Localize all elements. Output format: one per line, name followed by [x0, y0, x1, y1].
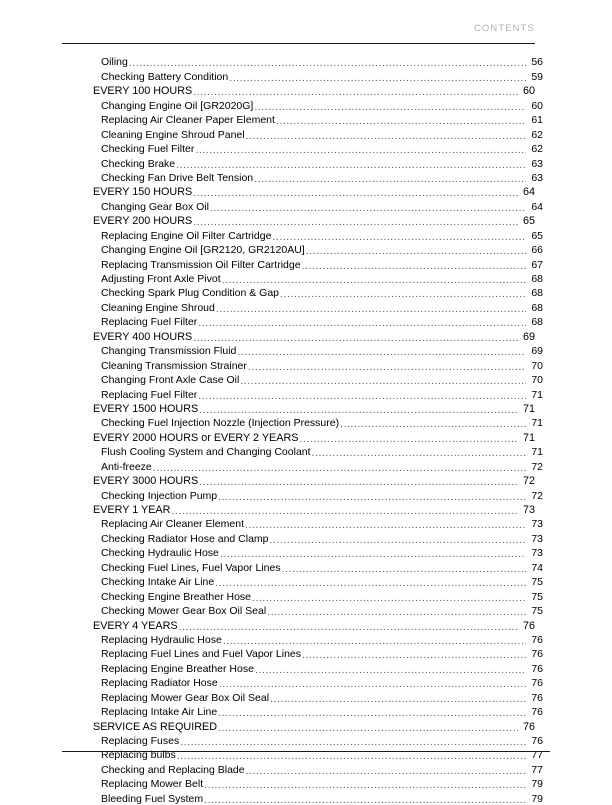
toc-dot-leader: [340, 418, 526, 429]
toc-dot-leader: [171, 505, 518, 516]
toc-dot-leader: [193, 332, 518, 343]
toc-dot-leader: [248, 361, 526, 372]
toc-entry-row[interactable]: [93, 704, 543, 718]
toc-dot-leader: [237, 346, 526, 357]
toc-dot-leader: [129, 57, 526, 68]
toc-entry-row[interactable]: [93, 603, 543, 617]
toc-entry-row[interactable]: [93, 372, 543, 386]
toc-entry-label: Changing Front Axle Case Oil: [101, 374, 240, 387]
toc-dot-leader: [199, 404, 518, 415]
toc-dot-leader: [193, 187, 518, 198]
toc-page-number: 75: [531, 590, 543, 603]
toc-page-number: 63: [531, 157, 543, 170]
toc-entry-label: Flush Cooling System and Changing Coolant: [101, 446, 311, 459]
toc-entry-label: Checking Hydraulic Hose: [101, 547, 219, 560]
toc-section-row[interactable]: [93, 718, 535, 732]
toc-page-number: 65: [531, 229, 543, 242]
toc-dot-leader: [195, 144, 526, 155]
toc-dot-leader: [223, 635, 526, 646]
toc-entry-label: Bleeding Fuel System: [101, 792, 204, 805]
toc-page-number: 70: [531, 374, 543, 387]
toc-entry-row[interactable]: [93, 242, 543, 256]
toc-page-number: 62: [531, 143, 543, 156]
toc-dot-leader: [180, 736, 526, 747]
toc-entry-row[interactable]: [93, 776, 543, 790]
toc-entry-row[interactable]: [93, 530, 543, 544]
toc-page-number: 77: [531, 763, 543, 776]
toc-page-number: 71: [531, 388, 543, 401]
toc-page-number: 63: [531, 171, 543, 184]
toc-page-number: 68: [531, 316, 543, 329]
toc-entry-label: Checking Injection Pump: [101, 489, 218, 502]
toc-entry-row[interactable]: [93, 675, 543, 689]
toc-dot-leader: [270, 534, 526, 545]
toc-page-number: 59: [531, 70, 543, 83]
toc-entry-label: Changing Transmission Fluid: [101, 345, 237, 358]
toc-entry-row[interactable]: [93, 545, 543, 559]
toc-entry-row[interactable]: [93, 689, 543, 703]
toc-entry-label: Cleaning Engine Shroud: [101, 301, 215, 314]
toc-dot-leader: [246, 765, 526, 776]
toc-page-number: 66: [531, 244, 543, 257]
toc-entry-label: Replacing Radiator Hose: [101, 677, 218, 690]
toc-entry-row[interactable]: [93, 357, 543, 371]
toc-section-row[interactable]: [93, 184, 535, 198]
toc-entry-label: Replacing Fuel Filter: [101, 316, 198, 329]
toc-entry-label: Replacing Transmission Oil Filter Cartridge: [101, 258, 301, 271]
toc-entry-label: Changing Gear Box Oil: [101, 200, 209, 213]
toc-dot-leader: [193, 86, 518, 97]
toc-page-number: 64: [522, 186, 535, 199]
toc-entry-row[interactable]: [93, 54, 543, 68]
toc-entry-label: Checking Mower Gear Box Oil Seal: [101, 605, 267, 618]
toc-entry-row[interactable]: [93, 112, 543, 126]
toc-page-number: 76: [531, 648, 543, 661]
toc-dot-leader: [219, 678, 526, 689]
toc-entry-label: Checking Fuel Filter: [101, 143, 195, 156]
toc-entry-label: EVERY 1500 HOURS: [93, 402, 199, 415]
toc-dot-leader: [267, 606, 526, 617]
toc-dot-leader: [299, 433, 518, 444]
toc-page-number: 71: [531, 446, 543, 459]
toc-page-number: 75: [531, 576, 543, 589]
toc-dot-leader: [272, 231, 526, 242]
toc-entry-row[interactable]: [93, 141, 543, 155]
toc-page-number: 61: [531, 114, 543, 127]
toc-entry-label: Replacing Mower Belt: [101, 778, 204, 791]
toc-entry-label: EVERY 2000 HOURS or EVERY 2 YEARS: [93, 431, 299, 444]
toc-dot-leader: [218, 722, 518, 733]
table-of-contents: [93, 54, 543, 805]
toc-page-number: 77: [531, 749, 543, 762]
toc-entry-label: Checking Engine Breather Hose: [101, 590, 252, 603]
toc-entry-label: Changing Engine Oil [GR2020G]: [101, 99, 254, 112]
toc-dot-leader: [222, 274, 526, 285]
toc-dot-leader: [246, 130, 526, 141]
toc-dot-leader: [193, 216, 518, 227]
toc-entry-row[interactable]: [93, 314, 543, 328]
toc-entry-row[interactable]: [93, 256, 543, 270]
toc-entry-row[interactable]: [93, 299, 543, 313]
toc-page-number: 68: [531, 273, 543, 285]
toc-page-number: 71: [522, 402, 535, 415]
toc-page-number: 60: [522, 85, 535, 98]
toc-entry-label: Checking Fuel Injection Nozzle (Injection Pressure): [101, 417, 340, 430]
toc-entry-label: Replacing Fuel Lines and Fuel Vapor Lines: [101, 648, 302, 661]
toc-dot-leader: [240, 375, 526, 386]
toc-section-row[interactable]: [93, 429, 535, 443]
toc-entry-label: Adjusting Front Axle Pivot: [101, 273, 221, 285]
toc-page-number: 68: [531, 301, 543, 314]
toc-entry-row[interactable]: [93, 660, 543, 674]
toc-page-number: 76: [522, 619, 535, 632]
toc-dot-leader: [245, 519, 526, 530]
toc-dot-leader: [153, 462, 526, 473]
toc-entry-row[interactable]: [93, 761, 543, 775]
toc-entry-label: Cleaning Engine Shroud Panel: [101, 128, 245, 141]
toc-dot-leader: [306, 245, 526, 256]
toc-entry-label: EVERY 400 HOURS: [93, 330, 193, 343]
toc-page-number: 69: [522, 330, 535, 343]
toc-page-number: 76: [531, 633, 543, 646]
toc-page-number: 76: [531, 691, 543, 704]
toc-entry-row[interactable]: [93, 458, 543, 472]
toc-entry-row[interactable]: [93, 559, 543, 573]
toc-dot-leader: [255, 664, 526, 675]
header-title: CONTENTS: [473, 23, 535, 34]
toc-entry-row[interactable]: [93, 646, 543, 660]
page-header: [62, 18, 535, 36]
toc-entry-label: Checking Battery Condition: [101, 70, 229, 83]
toc-section-row[interactable]: [93, 328, 535, 342]
toc-entry-row[interactable]: [93, 97, 543, 111]
toc-entry-label: EVERY 200 HOURS: [93, 215, 193, 228]
toc-page-number: 70: [531, 359, 543, 372]
toc-dot-leader: [179, 621, 518, 632]
toc-dot-leader: [199, 476, 518, 487]
toc-entry-label: EVERY 100 HOURS: [93, 85, 193, 98]
toc-entry-label: EVERY 1 YEAR: [93, 504, 171, 516]
toc-section-row[interactable]: [93, 213, 535, 227]
toc-dot-leader: [229, 72, 526, 83]
toc-entry-label: Oiling: [101, 56, 128, 69]
footer-divider-rule: [62, 751, 550, 752]
toc-entry-label: EVERY 4 YEARS: [93, 619, 178, 632]
toc-page-number: 68: [531, 287, 543, 300]
toc-page-number: 71: [531, 417, 543, 430]
toc-dot-leader: [282, 563, 526, 574]
toc-section-row[interactable]: [93, 473, 535, 487]
toc-entry-label: Replacing bulbs: [101, 749, 176, 762]
toc-entry-label: Changing Engine Oil [GR2120, GR2120AU]: [101, 244, 305, 257]
toc-entry-row[interactable]: [93, 68, 543, 82]
toc-entry-row[interactable]: [93, 574, 543, 588]
toc-page-number: 76: [531, 677, 543, 690]
toc-page-number: 79: [531, 778, 543, 791]
toc-page-number: 73: [531, 547, 543, 560]
toc-entry-label: EVERY 3000 HOURS: [93, 475, 199, 488]
toc-page-number: 69: [531, 345, 543, 358]
toc-section-row[interactable]: [93, 617, 535, 631]
toc-entry-label: Checking Radiator Hose and Clamp: [101, 532, 269, 545]
toc-entry-row[interactable]: [93, 386, 543, 400]
toc-entry-row[interactable]: [93, 198, 543, 212]
toc-dot-leader: [276, 115, 526, 126]
toc-page-number: 73: [522, 504, 535, 516]
toc-entry-label: Checking Brake: [101, 157, 176, 170]
toc-dot-leader: [198, 390, 526, 401]
toc-entry-label: Replacing Engine Oil Filter Cartridge: [101, 229, 272, 242]
header-divider-rule: [62, 43, 535, 44]
toc-dot-leader: [252, 592, 526, 603]
toc-entry-row[interactable]: [93, 155, 543, 169]
toc-entry-row[interactable]: [93, 271, 543, 285]
toc-dot-leader: [280, 288, 526, 299]
toc-entry-row[interactable]: [93, 747, 543, 761]
toc-entry-label: Replacing Mower Gear Box Oil Seal: [101, 691, 270, 704]
toc-page-number: 67: [531, 258, 543, 271]
toc-page-number: 76: [522, 720, 535, 733]
toc-entry-label: Replacing Air Cleaner Paper Element: [101, 114, 275, 127]
toc-page-number: 72: [531, 460, 543, 473]
toc-dot-leader: [204, 794, 526, 805]
toc-entry-label: Replacing Engine Breather Hose: [101, 662, 254, 675]
toc-dot-leader: [220, 548, 526, 559]
toc-dot-leader: [176, 159, 526, 170]
toc-entry-row[interactable]: [93, 415, 543, 429]
toc-page-number: 75: [531, 605, 543, 618]
toc-dot-leader: [210, 202, 526, 213]
toc-page-number: 76: [531, 706, 543, 719]
toc-page-number: 76: [531, 735, 543, 747]
toc-page-number: 65: [522, 215, 535, 228]
toc-entry-label: Checking and Replacing Blade: [101, 763, 245, 776]
toc-dot-leader: [177, 750, 526, 761]
toc-entry-row[interactable]: [93, 444, 543, 458]
toc-entry-label: Checking Fan Drive Belt Tension: [101, 171, 254, 184]
toc-dot-leader: [254, 101, 526, 112]
toc-entry-row[interactable]: [93, 170, 543, 184]
toc-page-number: 74: [531, 561, 543, 574]
toc-dot-leader: [302, 649, 526, 660]
toc-dot-leader: [216, 303, 526, 314]
toc-page-number: 62: [531, 128, 543, 141]
toc-page-number: 79: [531, 792, 543, 805]
toc-page-number: 56: [531, 56, 543, 69]
toc-section-row[interactable]: [93, 502, 535, 516]
toc-dot-leader: [204, 779, 526, 790]
toc-entry-row[interactable]: [93, 285, 543, 299]
toc-entry-label: Replacing Fuel Filter: [101, 388, 198, 401]
toc-entry-row[interactable]: [93, 632, 543, 646]
toc-dot-leader: [254, 173, 526, 184]
toc-entry-label: Replacing Fuses: [101, 735, 180, 747]
toc-entry-label: SERVICE AS REQUIRED: [93, 720, 218, 733]
toc-dot-leader: [270, 693, 526, 704]
toc-entry-row[interactable]: [93, 227, 543, 241]
toc-entry-label: Checking Fuel Lines, Fuel Vapor Lines: [101, 561, 281, 574]
toc-entry-label: Checking Intake Air Line: [101, 576, 215, 589]
toc-page-number: 76: [531, 662, 543, 675]
toc-entry-row[interactable]: [93, 588, 543, 602]
toc-entry-row[interactable]: [93, 126, 543, 140]
toc-entry-label: Checking Spark Plug Condition & Gap: [101, 287, 280, 300]
toc-dot-leader: [312, 447, 526, 458]
toc-dot-leader: [215, 577, 526, 588]
toc-page-number: 72: [522, 475, 535, 488]
toc-entry-label: Replacing Intake Air Line: [101, 706, 218, 719]
toc-entry-row[interactable]: [93, 487, 543, 501]
toc-entry-label: Anti-freeze: [101, 460, 152, 473]
toc-page-number: 73: [531, 532, 543, 545]
toc-page-number: 71: [522, 431, 535, 444]
toc-page-number: 72: [531, 489, 543, 502]
toc-dot-leader: [218, 707, 526, 718]
toc-entry-row[interactable]: [93, 733, 543, 747]
toc-page-number: 64: [531, 200, 543, 213]
toc-section-row[interactable]: [93, 83, 535, 97]
toc-dot-leader: [218, 491, 526, 502]
toc-entry-label: Replacing Hydraulic Hose: [101, 633, 222, 646]
toc-dot-leader: [198, 317, 526, 328]
toc-entry-row[interactable]: [93, 343, 543, 357]
toc-entry-row[interactable]: [93, 516, 543, 530]
toc-dot-leader: [302, 260, 526, 271]
toc-entry-label: EVERY 150 HOURS: [93, 186, 193, 199]
toc-entry-label: Replacing Air Cleaner Element: [101, 518, 244, 531]
toc-section-row[interactable]: [93, 401, 535, 415]
toc-page-number: 73: [531, 518, 543, 531]
toc-entry-label: Cleaning Transmission Strainer: [101, 359, 247, 372]
toc-entry-row[interactable]: [93, 790, 543, 804]
toc-page-number: 60: [531, 99, 543, 112]
